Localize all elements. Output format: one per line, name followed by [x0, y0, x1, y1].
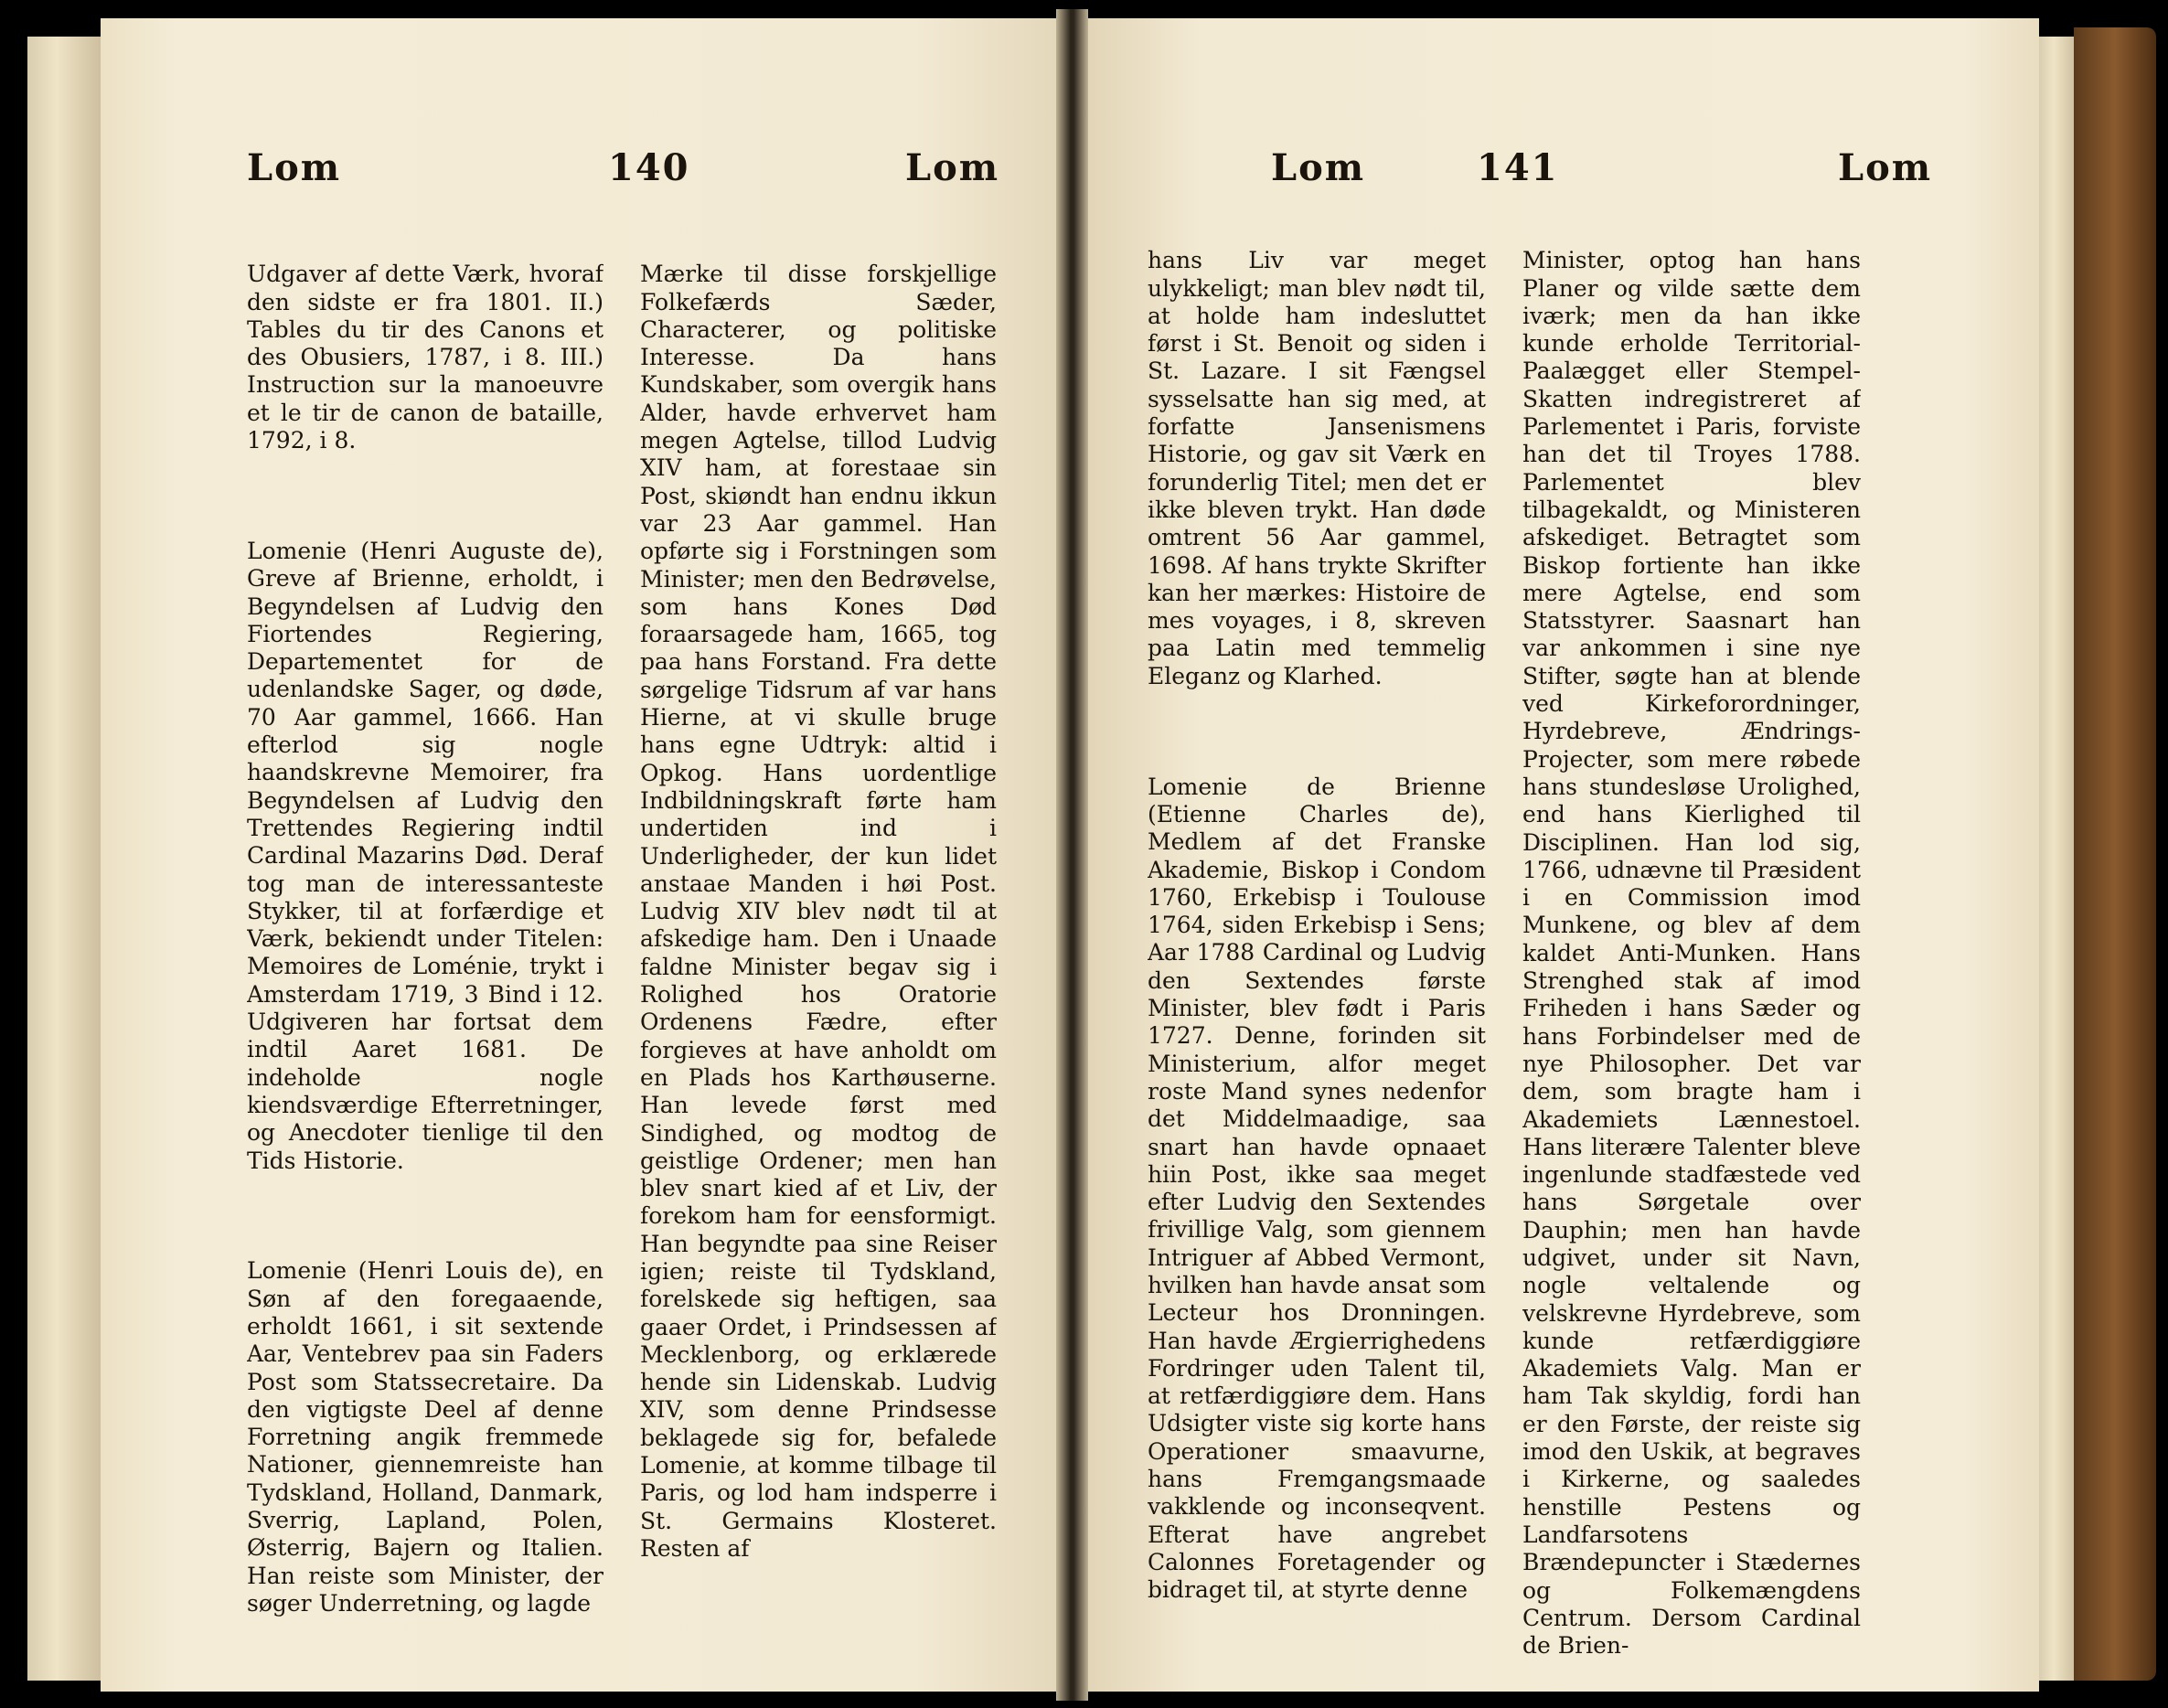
header-right-word: Lom	[1838, 146, 1933, 189]
entry-lomenie-henri-auguste: Lomenie (Henri Auguste de), Greve af Brienne, erholdt, i Begyndelsen af Ludvig den Fiortendes Regiering, Departementet for de udenlandske Sager, og døde, 70 Aar gammel, 1666. Han efterlod sig nogle haandskrevne Memoirer, fra Begyndelsen af Ludvig den Trettendes Regiering indtil Cardinal Mazarins Død. Deraf tog man de interessanteste Stykker, til at forfærdige et Værk, bekiendt under Titelen: Memoires de Loménie, trykt i Amsterdam 1719, 3 Bind i 12. Udgiveren har fortsat dem indtil Aaret 1681. De indeholde nogle kiendsværdige Efterretninger, og Anecdoter tienlige til den Tids Historie.	[247, 537, 603, 1174]
left-page-column-1	[247, 233, 603, 1646]
right-page-column-1	[1148, 219, 1486, 1688]
text-paragraph: Minister, optog han hans Planer og vilde sætte dem iværk; men da han ikke kunde erholde Territorial-Paalægget eller Stempel-Skatten indregistreret af Parlementet i Paris, forviste han det til Troyes 1788. Parlementet blev tilbagekaldt, og Ministeren afskediget. Betragtet som Biskop fortiente han ikke mere Agtelse, end som Statsstyrer. Saasnart han var ankommen i sine nye Stifter, søgte han at blende ved Kirkeforordninger, Hyrdebreve, Ændrings-Projecter, som mere røbede hans stundesløse Urolighed, end hans Kierlighed til Disciplinen. Han lod sig, 1766, udnævne til Præsident i en Commission imod Munkene, og blev af dem kaldet Anti-Munken. Hans Strenghed stak af imod Friheden i hans Sæder og hans Forbindelser med de nye Philosopher. Det var dem, som bragte ham i Akademiets Lænnestoel. Hans literære Talenter bleve ingenlunde stadfæstede ved hans Sørgetale over Dauphin; men han havde udgivet, under sit Navn, nogle veltalende og velskrevne Hyrdebreve, som kunde retfærdiggiøre Akademiets Valg. Man er ham Tak skyldig, fordi han er den Første, der reiste sig imod den Uskik, at begraves i Kirkerne, og saaledes henstille Pestens og Landfarsotens Brændepuncter i Stædernes og Folkemængdens Centrum. Dersom Cardinal de Brien-	[1522, 247, 1861, 1660]
left-page-column-2	[640, 233, 997, 1646]
right-page-columns	[1148, 219, 1861, 1688]
text-paragraph: Udgaver af dette Værk, hvoraf den sidste er fra 1801. II.) Tables du tir des Canons et des Obusiers, 1787, i 8. III.) Instruction sur la manoeuvre et le tir de canon de bataille, 1792, i 8.	[247, 261, 603, 454]
book-gutter	[1056, 9, 1088, 1701]
header-left-word: Lom	[1271, 146, 1366, 189]
left-page-header	[247, 146, 1000, 210]
page-number: 140	[608, 146, 690, 189]
book-page-edges-right	[2039, 37, 2076, 1681]
right-page-header	[1271, 146, 1966, 210]
header-right-word: Lom	[905, 146, 1000, 189]
right-page-column-2	[1522, 219, 1861, 1688]
text-paragraph: Mærke til disse forskjellige Folkefærds Sæder, Characterer, og politiske Interesse. Da hans Kundskaber, som overgik hans Alder, havde erhvervet ham megen Agtelse, tillod Ludvig XIV ham, at forestaae sin Post, skiøndt han endnu ikkun var 23 Aar gammel. Han opførte sig i Forstningen som Minister; men den Bedrøvelse, som hans Kones Død foraarsagede ham, 1665, tog paa hans Forstand. Fra dette sørgelige Tidsrum af var hans Hierne, at vi skulle bruge hans egne Udtryk: altid i Opkog. Hans uordentlige Indbildningskraft førte ham undertiden ind i Underligheder, der kun lidet anstaae Manden i høi Post. Ludvig XIV blev nødt til at afskedige ham. Den i Unaade faldne Minister begav sig i Rolighed hos Oratorie Ordenens Fædre, efter forgieves at have anholdt om en Plads hos Karthøuserne. Han levede først med Sindighed, og modtog de geistlige Ordener; men han blev snart kied af et Liv, der forekom ham for eensformigt. Han begyndte paa sine Reiser igien; reiste til Tydskland, forelskede sig heftigen, saa gaaer Ordet, i Prindsessen af Mecklenborg, og erklærede hende sin Lidenskab. Ludvig XIV, som denne Prindsesse beklagede sig for, befalede Lomenie, at komme tilbage til Paris, og lod ham indsperre i St. Germains Klosteret. Resten af	[640, 261, 997, 1562]
book-cover-edge	[2074, 27, 2156, 1681]
book-page-edges-left	[27, 37, 101, 1681]
text-paragraph: hans Liv var meget ulykkeligt; man blev nødt til, at holde ham indesluttet først i St. Benoit og siden i St. Lazare. I sit Fængsel sysselsatte han sig med, at forfatte Jansenismens Historie, og gav sit Værk en forunderlig Titel; men det er ikke bleven trykt. Han døde omtrent 56 Aar gammel, 1698. Af hans trykte Skrifter kan her mærkes: Histoire de mes voyages, i 8, skreven paa Latin med temmelig Eleganz og Klarhed.	[1148, 247, 1486, 689]
header-left-word: Lom	[247, 146, 342, 189]
entry-lomenie-henri-louis: Lomenie (Henri Louis de), en Søn af den foregaaende, erholdt 1661, i sit sextende Aar, Ventebrev paa sin Faders Post som Statssecretaire. Da den vigtigste Deel af denne Forretning angik fremmede Nationer, giennemreiste han Tydskland, Holland, Danmark, Sverrig, Lapland, Polen, Østerrig, Bajern og Italien. Han reiste som Minister, der søger Underretning, og lagde	[247, 1257, 603, 1617]
page-number: 141	[1477, 146, 1559, 189]
entry-lomenie-de-brienne: Lomenie de Brienne (Etienne Charles de), Medlem af det Franske Akademie, Biskop i Condom 1760, Erkebisp i Toulouse 1764, siden Erkebisp i Sens; Aar 1788 Cardinal og Ludvig den Sextendes første Minister, blev født i Paris 1727. Denne, forinden sit Ministerium, alfor meget roste Mand synes nedenfor det Middelmaadige, saa snart han havde opnaaet hiin Post, ikke saa meget efter Ludvig den Sextendes frivillige Valg, som giennem Intriguer af Abbed Vermont, hvilken han havde ansat som Lecteur hos Dronningen. Han havde Ærgierrighedens Fordringer uden Talent til, at retfærdiggiøre dem. Hans Udsigter viste sig korte hans Operationer smaavurne, hans Fremgangsmaade vakklende og inconseqvent. Efterat have angrebet Calonnes Foretagender og bidraget til, at styrte denne	[1148, 773, 1486, 1604]
left-page-columns	[247, 233, 997, 1646]
left-page	[101, 18, 1056, 1692]
right-page	[1088, 18, 2039, 1692]
